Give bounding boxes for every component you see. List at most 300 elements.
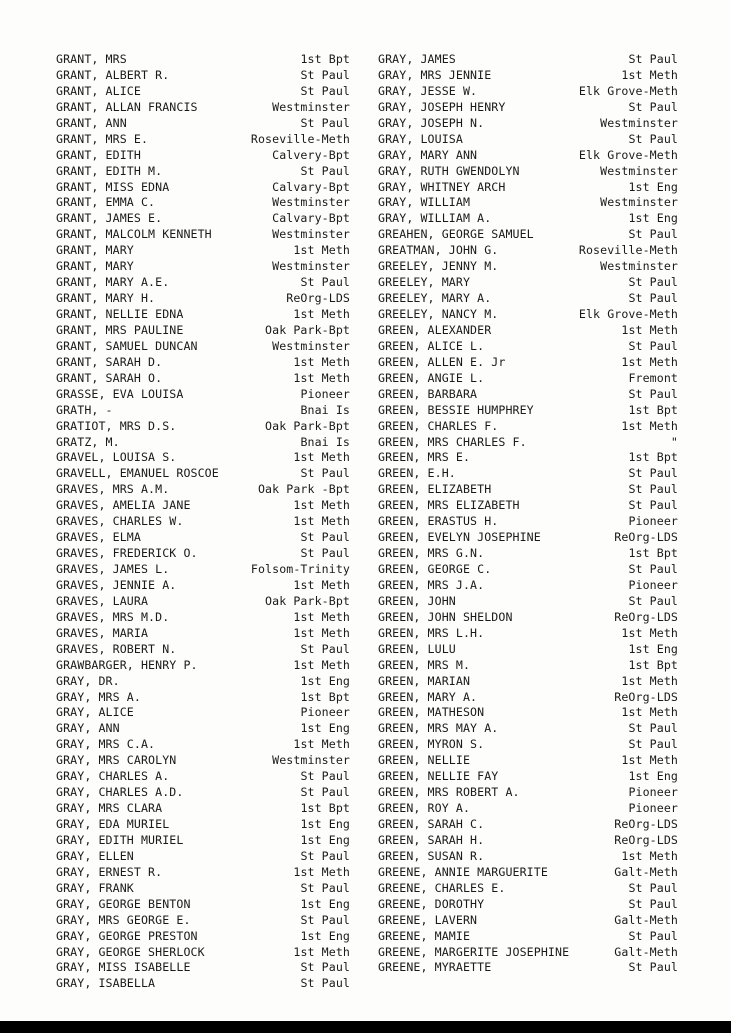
entry-name: GREEN, NELLIE [378, 753, 471, 768]
entry-name: GREEN, MRS G.N. [378, 546, 485, 561]
entry-church: Westminster [272, 259, 350, 274]
entry-church: St Paul [300, 163, 350, 178]
entry-name: GRAY, ELLEN [56, 848, 134, 863]
directory-entry [56, 100, 350, 116]
entry-name: GREELEY, JENNY M. [378, 259, 499, 274]
entry-church: Pioneer [628, 577, 678, 592]
entry-church: St Paul [628, 386, 678, 401]
directory-entry [56, 658, 350, 674]
entry-church: Elk Grove-Meth [578, 307, 678, 321]
entry-name: GREEN, SARAH C. [378, 817, 485, 831]
directory-entry [56, 881, 350, 897]
directory-entry [56, 387, 350, 403]
directory-entry [378, 913, 678, 929]
entry-name: GRAVES, JENNIE A. [56, 577, 177, 592]
directory-entry [56, 562, 350, 578]
entry-church: Westminster [600, 163, 678, 178]
entry-church: 1st Eng [628, 179, 678, 194]
entry-church: Westminster [600, 115, 678, 130]
entry-name: GREEN, GEORGE C. [378, 562, 492, 576]
directory-entry [378, 514, 678, 530]
entry-church: St Paul [628, 227, 678, 242]
directory-entry [56, 849, 350, 865]
entry-name: GREENE, MARGERITE JOSEPHINE [378, 944, 570, 959]
entry-church: Westminster [272, 753, 350, 768]
directory-entry [378, 259, 678, 275]
directory-entry [56, 865, 350, 881]
directory-entry [56, 721, 350, 737]
entry-name: GRAVES, AMELIA JANE [56, 498, 191, 513]
entry-name: GRAVES, JAMES L. [56, 562, 170, 576]
entry-church: 1st Meth [293, 944, 350, 959]
directory-entry [56, 116, 350, 132]
entry-church: Westminster [272, 99, 350, 114]
entry-church: Pioneer [628, 785, 678, 800]
entry-name: GREAHEN, GEORGE SAMUEL [378, 227, 534, 242]
entry-name: GREEN, EVELYN JOSEPHINE [378, 530, 541, 545]
directory-entry [56, 291, 350, 307]
entry-name: GREEN, NELLIE FAY [378, 769, 499, 784]
directory-entry [56, 897, 350, 913]
directory-entry [56, 355, 350, 371]
entry-church: ReOrg-LDS [614, 689, 678, 704]
entry-church: ReOrg-LDS [614, 530, 678, 545]
directory-entry [56, 626, 350, 642]
entry-name: GREEN, E.H. [378, 466, 456, 481]
directory-entry [378, 211, 678, 227]
directory-entry [378, 323, 678, 339]
directory-entry [378, 945, 678, 961]
entry-name: GRANT, EDITH M. [56, 163, 163, 178]
entry-name: GREEN, BESSIE HUMPHREY [378, 402, 534, 417]
entry-name: GRAY, RUTH GWENDOLYN [378, 163, 520, 178]
entry-name: GRAY, JAMES [378, 52, 456, 66]
entry-church: 1st Meth [621, 354, 678, 369]
entry-church: ReOrg-LDS [286, 291, 350, 306]
entry-name: GRANT, ANN [56, 115, 127, 130]
entry-church: Fremont [628, 370, 678, 385]
entry-name: GREEN, MARIAN [378, 673, 471, 688]
entry-church: 1st Eng [300, 721, 350, 736]
entry-name: GREEN, MATHESON [378, 705, 485, 720]
entry-church: 1st Meth [293, 370, 350, 385]
directory-entry [56, 929, 350, 945]
entry-name: GREELEY, MARY A. [378, 291, 492, 306]
entry-church: 1st Meth [293, 354, 350, 369]
entry-church: Galt-Meth [614, 864, 678, 879]
entry-church: 1st Meth [621, 322, 678, 337]
entry-name: GRAY, JOSEPH HENRY [378, 99, 506, 114]
directory-entry [378, 403, 678, 419]
entry-name: GREEN, ALEXANDER [378, 322, 492, 337]
entry-name: GREEN, MRS J.A. [378, 577, 485, 592]
entry-church: St Paul [300, 880, 350, 895]
entry-church: St Paul [628, 960, 678, 975]
entry-church: St Paul [300, 960, 350, 975]
directory-entry [56, 211, 350, 227]
entry-church: Pioneer [628, 801, 678, 816]
entry-church: 1st Meth [293, 307, 350, 321]
directory-entry [378, 466, 678, 482]
entry-church: 1st Meth [621, 705, 678, 720]
entry-church: St Paul [300, 83, 350, 98]
entry-name: GRANT, MRS [56, 52, 127, 66]
entry-name: GREENE, DOROTHY [378, 896, 485, 911]
directory-entry [378, 721, 678, 737]
directory-entry [378, 881, 678, 897]
directory-entry [56, 753, 350, 769]
entry-name: GRAY, GEORGE BENTON [56, 896, 191, 911]
directory-entry [56, 801, 350, 817]
entry-church: St Paul [300, 976, 350, 991]
directory-entry [56, 530, 350, 546]
entry-church: St Paul [300, 641, 350, 656]
entry-church: 1st Eng [628, 641, 678, 656]
entry-name: GRAY, WILLIAM A. [378, 211, 492, 226]
entry-church: Pioneer [628, 514, 678, 529]
entry-church: 1st Eng [628, 769, 678, 784]
entry-church: 1st Bpt [300, 689, 350, 704]
entry-name: GREEN, LULU [378, 641, 456, 656]
entry-name: GRAWBARGER, HENRY P. [56, 657, 198, 672]
entry-name: GREEN, ROY A. [378, 801, 471, 816]
entry-name: GRAY, GEORGE PRESTON [56, 928, 198, 943]
entry-church: 1st Meth [293, 737, 350, 752]
directory-entry [56, 339, 350, 355]
directory-entry [56, 84, 350, 100]
entry-name: GRAVES, LAURA [56, 593, 149, 608]
entry-name: GRATZ, M. [56, 434, 120, 449]
entry-church: Pioneer [300, 386, 350, 401]
entry-name: GRANT, SARAH O. [56, 370, 163, 385]
entry-name: GRAY, MISS ISABELLE [56, 960, 191, 975]
entry-name: GREEN, MRS MAY A. [378, 721, 499, 736]
directory-entry [56, 243, 350, 259]
entry-church: Westminster [600, 259, 678, 274]
entry-church: Oak Park-Bpt [265, 418, 350, 433]
directory-entry [378, 801, 678, 817]
directory-entry [378, 530, 678, 546]
right-column [378, 52, 678, 976]
entry-name: GRANT, MRS E. [56, 131, 149, 146]
entry-name: GRAVES, FREDERICK O. [56, 546, 198, 561]
entry-name: GRAVES, ELMA [56, 530, 141, 545]
entry-church: 1st Bpt [628, 402, 678, 417]
directory-entry [56, 195, 350, 211]
directory-entry [56, 307, 350, 323]
entry-name: GREENE, CHARLES E. [378, 880, 506, 895]
entry-name: GREEN, ALLEN E. Jr [378, 354, 506, 369]
directory-entry [378, 116, 678, 132]
directory-entry [378, 817, 678, 833]
entry-church: Oak Park -Bpt [257, 482, 350, 497]
entry-name: GRANT, ALICE [56, 83, 141, 98]
directory-entry [56, 403, 350, 419]
entry-church: St Paul [628, 880, 678, 895]
directory-entry [378, 450, 678, 466]
directory-entry [56, 960, 350, 976]
entry-name: GRAY, FRANK [56, 880, 134, 895]
entry-church: ReOrg-LDS [614, 832, 678, 847]
directory-entry [56, 769, 350, 785]
entry-church: Westminster [600, 195, 678, 210]
entry-name: GRANT, MARY H. [56, 291, 156, 306]
directory-entry [378, 690, 678, 706]
entry-church: ReOrg-LDS [614, 609, 678, 624]
entry-church: Roseville-Meth [578, 243, 678, 258]
entry-church: 1st Bpt [300, 52, 350, 66]
directory-entry [56, 498, 350, 514]
entry-name: GRAY, MRS CAROLYN [56, 753, 177, 768]
entry-church: St Paul [300, 848, 350, 863]
directory-entry [56, 610, 350, 626]
entry-church: 1st Meth [293, 657, 350, 672]
directory-entry [56, 705, 350, 721]
entry-name: GRAVES, MRS M.D. [56, 609, 170, 624]
directory-entry [378, 180, 678, 196]
directory-entry [378, 291, 678, 307]
entry-name: GREEN, MYRON S. [378, 737, 485, 752]
directory-entry [378, 658, 678, 674]
entry-church: 1st Meth [293, 609, 350, 624]
entry-name: GREEN, JOHN SHELDON [378, 609, 513, 624]
directory-entry [378, 610, 678, 626]
directory-entry [378, 195, 678, 211]
directory-entry [56, 419, 350, 435]
directory-entry [56, 578, 350, 594]
entry-name: GREEN, MARY A. [378, 689, 478, 704]
entry-name: GRAY, WHITNEY ARCH [378, 179, 506, 194]
entry-name: GRAY, CHARLES A. [56, 769, 170, 784]
entry-church: St Paul [628, 928, 678, 943]
entry-church: 1st Meth [621, 848, 678, 863]
entry-name: GREATMAN, JOHN G. [378, 243, 499, 258]
directory-entry [56, 546, 350, 562]
entry-name: GREEN, ELIZABETH [378, 482, 492, 497]
entry-church: St Paul [628, 466, 678, 481]
directory-entry [378, 387, 678, 403]
entry-name: GRAY, WILLIAM [378, 195, 471, 210]
entry-name: GRAY, MARY ANN [378, 147, 478, 162]
directory-entry [378, 578, 678, 594]
directory-entry [56, 132, 350, 148]
directory-entry [378, 737, 678, 753]
entry-church: 1st Bpt [300, 801, 350, 816]
directory-entry [56, 817, 350, 833]
directory-entry [378, 371, 678, 387]
entry-name: GRANT, MARY [56, 243, 134, 258]
entry-church: St Paul [628, 291, 678, 306]
entry-name: GRATIOT, MRS D.S. [56, 418, 177, 433]
entry-church: 1st Meth [293, 498, 350, 513]
directory-entry [378, 339, 678, 355]
entry-name: GRANT, MARY A.E. [56, 275, 170, 290]
entry-church: St Paul [628, 562, 678, 576]
directory-entry [56, 259, 350, 275]
entry-name: GRANT, MRS PAULINE [56, 322, 184, 337]
entry-church: St Paul [628, 99, 678, 114]
directory-entry [378, 100, 678, 116]
entry-name: GREEN, MRS E. [378, 450, 471, 465]
entry-name: GRAY, GEORGE SHERLOCK [56, 944, 205, 959]
entry-name: GREENE, MYRAETTE [378, 960, 492, 975]
directory-entry [378, 132, 678, 148]
entry-name: GRAVES, MRS A.M. [56, 482, 170, 497]
entry-church: Westminster [272, 195, 350, 210]
entry-church: Bnai Is [300, 402, 350, 417]
directory-entry [56, 737, 350, 753]
entry-name: GRAY, JESSE W. [378, 83, 478, 98]
directory-entry [56, 674, 350, 690]
entry-church: " [670, 434, 678, 449]
left-column [56, 52, 350, 992]
directory-entry [378, 84, 678, 100]
entry-name: GREEN, CHARLES F. [378, 418, 499, 433]
entry-church: St Paul [300, 912, 350, 927]
directory-entry [378, 243, 678, 259]
entry-church: 1st Eng [300, 928, 350, 943]
directory-entry [378, 865, 678, 881]
directory-entry [56, 913, 350, 929]
entry-church: St Paul [300, 769, 350, 784]
entry-name: GREEN, ANGIE L. [378, 370, 485, 385]
entry-name: GREENE, MAMIE [378, 928, 471, 943]
entry-church: Pioneer [300, 705, 350, 720]
entry-name: GRANT, JAMES E. [56, 211, 163, 226]
directory-entry [378, 562, 678, 578]
directory-entry [56, 52, 350, 68]
entry-church: 1st Eng [300, 832, 350, 847]
directory-entry [378, 498, 678, 514]
entry-church: St Paul [300, 67, 350, 82]
directory-entry [56, 275, 350, 291]
entry-name: GRAVEL, LOUISA S. [56, 450, 177, 465]
entry-name: GRAY, ANN [56, 721, 120, 736]
entry-church: 1st Meth [293, 577, 350, 592]
directory-entry [378, 227, 678, 243]
directory-entry [378, 419, 678, 435]
directory-entry [56, 450, 350, 466]
entry-name: GRANT, EDITH [56, 147, 141, 162]
directory-entry [56, 180, 350, 196]
entry-church: Galt-Meth [614, 944, 678, 959]
entry-name: GRAY, DR. [56, 673, 120, 688]
directory-entry [56, 642, 350, 658]
entry-name: GRAY, JOSEPH N. [378, 115, 485, 130]
entry-name: GRAVELL, EMANUEL ROSCOE [56, 466, 219, 481]
entry-church: 1st Bpt [628, 657, 678, 672]
directory-entry [378, 897, 678, 913]
entry-name: GRAY, EDA MURIEL [56, 817, 170, 831]
directory-entry [56, 435, 350, 451]
directory-entry [378, 674, 678, 690]
directory-entry [378, 642, 678, 658]
entry-name: GRASSE, EVA LOUISA [56, 386, 184, 401]
entry-church: 1st Eng [300, 673, 350, 688]
directory-entry [378, 769, 678, 785]
directory-entry [56, 164, 350, 180]
entry-name: GRANT, MISS EDNA [56, 179, 170, 194]
directory-entry [378, 435, 678, 451]
entry-name: GREEN, MRS L.H. [378, 625, 485, 640]
entry-church: Oak Park-Bpt [265, 322, 350, 337]
entry-name: GRATH, - [56, 402, 113, 417]
entry-church: ReOrg-LDS [614, 817, 678, 831]
entry-church: St Paul [300, 530, 350, 545]
directory-entry [56, 482, 350, 498]
entry-church: 1st Bpt [628, 450, 678, 465]
entry-church: St Paul [628, 52, 678, 66]
entry-name: GRAY, ISABELLA [56, 976, 156, 991]
entry-church: St Paul [300, 466, 350, 481]
entry-name: GREEN, ERASTUS H. [378, 514, 499, 529]
directory-entry [378, 626, 678, 642]
entry-church: St Paul [628, 131, 678, 146]
entry-church: 1st Eng [300, 896, 350, 911]
entry-church: 1st Meth [621, 67, 678, 82]
entry-name: GREEN, MRS ELIZABETH [378, 498, 520, 513]
directory-entry [56, 945, 350, 961]
entry-church: St Paul [628, 593, 678, 608]
directory-entry [378, 355, 678, 371]
directory-entry [378, 307, 678, 323]
entry-church: 1st Meth [293, 514, 350, 529]
entry-name: GREENE, LAVERN [378, 912, 478, 927]
entry-name: GRAVES, ROBERT N. [56, 641, 177, 656]
directory-entry [56, 833, 350, 849]
entry-church: 1st Meth [293, 243, 350, 258]
entry-church: St Paul [628, 498, 678, 513]
entry-name: GREEN, SARAH H. [378, 832, 485, 847]
entry-church: St Paul [628, 482, 678, 497]
directory-entry [378, 705, 678, 721]
entry-name: GRAY, ERNEST R. [56, 864, 163, 879]
entry-name: GRANT, SAMUEL DUNCAN [56, 338, 198, 353]
directory-entry [56, 323, 350, 339]
entry-name: GREEN, MRS ROBERT A. [378, 785, 520, 800]
entry-church: 1st Meth [293, 450, 350, 465]
entry-name: GREEN, SUSAN R. [378, 848, 485, 863]
entry-church: 1st Meth [621, 625, 678, 640]
entry-church: 1st Bpt [628, 546, 678, 561]
entry-name: GREEN, BARBARA [378, 386, 478, 401]
entry-church: Westminster [272, 338, 350, 353]
entry-name: GRAY, MRS C.A. [56, 737, 156, 752]
entry-church: St Paul [300, 785, 350, 800]
entry-name: GRAY, ALICE [56, 705, 134, 720]
directory-entry [378, 164, 678, 180]
entry-church: 1st Eng [628, 211, 678, 226]
directory-entry [56, 148, 350, 164]
entry-church: Calvery-Bpt [272, 147, 350, 162]
entry-church: 1st Meth [621, 418, 678, 433]
directory-entry [378, 849, 678, 865]
entry-church: Oak Park-Bpt [265, 593, 350, 608]
entry-name: GREENE, ANNIE MARGUERITE [378, 864, 548, 879]
directory-entry [378, 833, 678, 849]
entry-church: 1st Meth [621, 673, 678, 688]
directory-entry [56, 68, 350, 84]
directory-entry [56, 371, 350, 387]
entry-name: GRANT, MARY [56, 259, 134, 274]
entry-church: St Paul [628, 896, 678, 911]
entry-name: GREELEY, MARY [378, 275, 471, 290]
entry-church: Elk Grove-Meth [578, 83, 678, 98]
directory-entry [56, 594, 350, 610]
entry-church: Bnai Is [300, 434, 350, 449]
entry-church: Galt-Meth [614, 912, 678, 927]
entry-name: GREEN, ALICE L. [378, 338, 485, 353]
